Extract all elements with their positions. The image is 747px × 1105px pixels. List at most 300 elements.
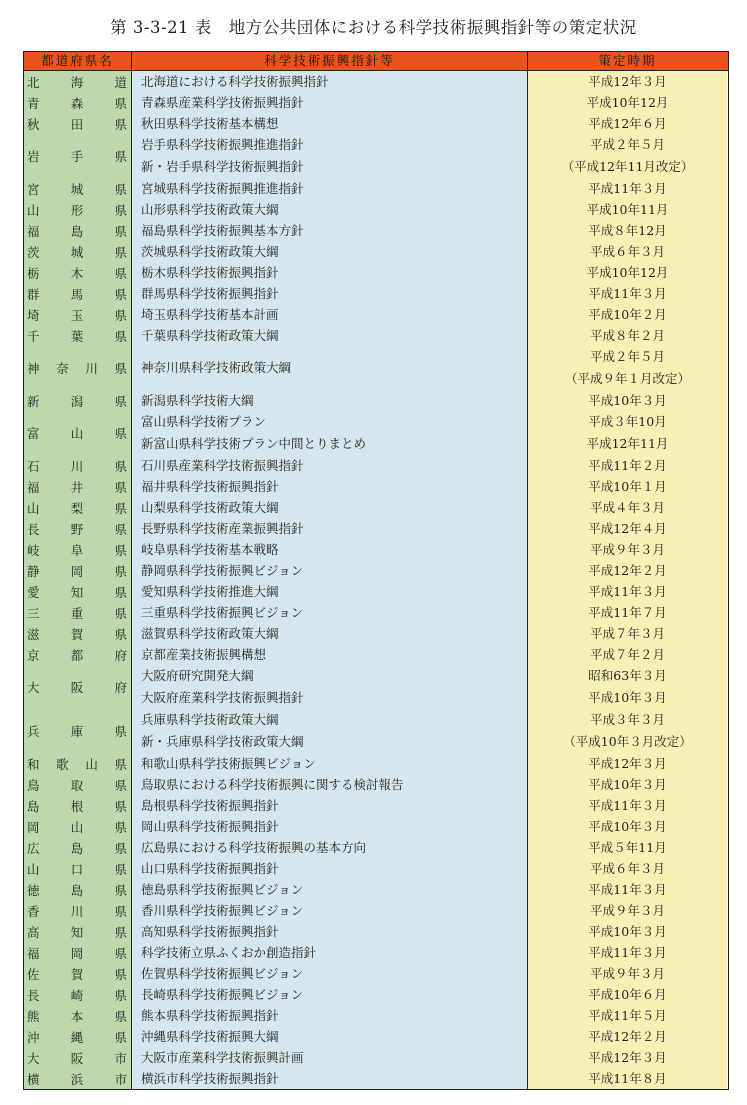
prefecture-char: 石 xyxy=(27,458,40,474)
prefecture-char: 県 xyxy=(114,882,127,898)
policy-text: 神奈川県科学技術政策大綱 xyxy=(141,360,292,375)
policy-cell xyxy=(132,1068,527,1089)
date-text: 平成12年６月 xyxy=(588,115,667,131)
date-text: 平成10年３月 xyxy=(588,923,667,939)
prefecture-char: 県 xyxy=(114,521,127,537)
prefecture-char: 県 xyxy=(114,328,127,344)
prefecture-char: 県 xyxy=(114,1008,127,1024)
date-cell xyxy=(528,346,727,390)
policy-cell xyxy=(132,134,527,178)
prefecture-char: 山 xyxy=(85,756,98,772)
policy-cell xyxy=(132,113,527,134)
prefecture-char: 城 xyxy=(70,181,84,197)
prefecture-char: 県 xyxy=(114,987,127,1003)
date-text: （平成10年３月改定） xyxy=(563,734,692,749)
date-cell xyxy=(528,134,727,178)
prefecture-cell xyxy=(24,346,131,390)
policy-cell xyxy=(132,455,527,476)
prefecture-cell xyxy=(24,113,131,134)
prefecture-char: 賀 xyxy=(70,626,84,642)
prefecture-char: 山 xyxy=(27,500,40,516)
prefecture-char: 県 xyxy=(114,819,127,835)
prefecture-char: 川 xyxy=(70,903,84,919)
prefecture-cell xyxy=(24,921,131,942)
header-prefecture: 都道府県名 xyxy=(24,52,132,70)
date-cell xyxy=(528,1068,727,1089)
prefecture-cell xyxy=(24,795,131,816)
policy-text: 富山県科学技術プラン xyxy=(141,414,267,429)
date-cell xyxy=(528,390,727,411)
prefecture-cell xyxy=(24,518,131,539)
date-cell xyxy=(528,304,727,325)
prefecture-char: 岡 xyxy=(27,819,40,835)
prefecture-cell xyxy=(24,644,131,665)
prefecture-char: 崎 xyxy=(70,987,84,1003)
policy-text: 広島県における科学技術振興の基本方向 xyxy=(141,839,367,855)
prefecture-char: 玉 xyxy=(70,307,84,323)
prefecture-char: 県 xyxy=(114,95,127,111)
date-text: 平成11年５月 xyxy=(588,1007,667,1023)
date-text: 平成６年３月 xyxy=(589,243,665,259)
prefecture-cell xyxy=(24,411,131,455)
table-body xyxy=(24,71,728,1089)
prefecture-char: 栃 xyxy=(27,265,40,281)
prefecture-cell xyxy=(24,476,131,497)
prefecture-char: 口 xyxy=(70,861,84,877)
prefecture-char: 広 xyxy=(27,840,40,856)
prefecture-cell xyxy=(24,602,131,623)
prefecture-char: 群 xyxy=(27,286,40,302)
policy-cell xyxy=(132,390,527,411)
prefecture-char: 佐 xyxy=(27,966,40,982)
date-cell xyxy=(528,623,727,644)
date-cell xyxy=(528,455,727,476)
prefecture-char: 県 xyxy=(114,223,127,239)
date-text: 平成12年３月 xyxy=(588,73,667,89)
prefecture-char: 葉 xyxy=(70,328,84,344)
policy-text: 新・兵庫県科学技術政策大綱 xyxy=(141,734,304,749)
policy-text: 岩手県科学技術振興推進指針 xyxy=(141,137,304,152)
policy-cell xyxy=(132,942,527,963)
date-cell xyxy=(528,900,727,921)
policy-text: 山梨県科学技術政策大綱 xyxy=(141,499,279,515)
prefecture-cell xyxy=(24,623,131,644)
date-text: 平成９年３月 xyxy=(589,541,665,557)
prefecture-char: 県 xyxy=(114,861,127,877)
date-cell xyxy=(528,665,727,709)
prefecture-char: 県 xyxy=(114,945,127,961)
prefecture-cell xyxy=(24,304,131,325)
date-text: 平成２年５月 xyxy=(589,349,665,364)
policy-cell xyxy=(132,623,527,644)
prefecture-cell xyxy=(24,1026,131,1047)
policy-text: 埼玉県科学技術基本計画 xyxy=(141,306,279,322)
policy-text: 千葉県科学技術政策大綱 xyxy=(141,327,279,343)
prefecture-cell xyxy=(24,837,131,858)
prefecture-char: 京 xyxy=(27,647,40,663)
date-cell xyxy=(528,92,727,113)
date-text: 平成12年２月 xyxy=(588,1028,667,1044)
date-text: 平成10年12月 xyxy=(586,264,669,280)
prefecture-char: 重 xyxy=(70,605,84,621)
prefecture-char: 横 xyxy=(27,1071,40,1087)
policy-text: 福井県科学技術振興指針 xyxy=(141,478,279,494)
prefecture-char: 馬 xyxy=(70,286,84,302)
date-text: 平成10年６月 xyxy=(588,986,667,1002)
date-cell xyxy=(528,709,727,753)
policy-text: 高知県科学技術振興指針 xyxy=(141,923,279,939)
date-text: 平成４年３月 xyxy=(589,499,665,515)
policy-text: 新潟県科学技術大綱 xyxy=(141,392,254,408)
policy-text: 秋田県科学技術基本構想 xyxy=(141,115,279,131)
policy-cell xyxy=(132,795,527,816)
prefecture-char: 県 xyxy=(114,286,127,302)
policy-cell xyxy=(132,921,527,942)
prefecture-cell xyxy=(24,858,131,879)
prefecture-char: 道 xyxy=(114,74,127,90)
prefecture-char: 県 xyxy=(114,426,127,441)
date-text: 平成10年３月 xyxy=(588,818,667,834)
header-policy: 科学技術振興指針等 xyxy=(132,52,528,70)
policy-cell xyxy=(132,837,527,858)
date-cell xyxy=(528,879,727,900)
prefecture-char: 秋 xyxy=(27,116,40,132)
prefecture-char: 岩 xyxy=(27,149,40,164)
policy-cell xyxy=(132,283,527,304)
prefecture-char: 田 xyxy=(70,116,84,132)
prefecture-cell xyxy=(24,71,131,92)
date-cell xyxy=(528,241,727,262)
prefecture-char: 青 xyxy=(27,95,40,111)
prefecture-cell xyxy=(24,879,131,900)
date-text: 平成11年２月 xyxy=(588,457,667,473)
policy-cell xyxy=(132,262,527,283)
prefecture-char: 阪 xyxy=(70,680,84,695)
prefecture-cell xyxy=(24,199,131,220)
date-text: 平成10年１月 xyxy=(588,478,667,494)
date-text: 平成12年３月 xyxy=(588,755,667,771)
policy-cell xyxy=(132,581,527,602)
prefecture-char: 岐 xyxy=(27,542,40,558)
policy-text: 静岡県科学技術振興ビジョン xyxy=(141,562,304,578)
prefecture-cell xyxy=(24,581,131,602)
policy-cell xyxy=(132,1026,527,1047)
prefecture-char: 沖 xyxy=(27,1029,40,1045)
prefecture-char: 本 xyxy=(70,1008,84,1024)
prefecture-char: 県 xyxy=(114,202,127,218)
prefecture-char: 県 xyxy=(114,584,127,600)
policy-cell xyxy=(132,220,527,241)
policy-cell xyxy=(132,665,527,709)
prefecture-cell xyxy=(24,539,131,560)
prefecture-char: 県 xyxy=(114,966,127,982)
policy-cell xyxy=(132,984,527,1005)
date-cell xyxy=(528,1026,727,1047)
prefecture-char: 埼 xyxy=(27,307,40,323)
prefecture-cell xyxy=(24,963,131,984)
policy-text: 和歌山県科学技術振興ビジョン xyxy=(141,755,316,771)
prefecture-cell xyxy=(24,774,131,795)
policy-column xyxy=(132,71,528,1089)
date-text: 平成３年10月 xyxy=(588,414,667,429)
prefecture-char: 都 xyxy=(70,647,84,663)
policy-cell xyxy=(132,816,527,837)
prefecture-char: 県 xyxy=(114,542,127,558)
prefecture-char: 阪 xyxy=(70,1050,84,1066)
prefecture-char: 県 xyxy=(114,361,127,376)
prefecture-char: 賀 xyxy=(70,966,84,982)
prefecture-char: 県 xyxy=(114,458,127,474)
policy-cell xyxy=(132,1005,527,1026)
policy-cell xyxy=(132,774,527,795)
policy-text: 鳥取県における科学技術振興に関する検討報告 xyxy=(141,776,404,792)
prefecture-char: 県 xyxy=(114,924,127,940)
date-text: 平成７年２月 xyxy=(589,646,665,662)
date-cell xyxy=(528,518,727,539)
policy-text: 長崎県科学技術振興ビジョン xyxy=(141,986,304,1002)
prefecture-char: 県 xyxy=(114,840,127,856)
prefecture-cell xyxy=(24,984,131,1005)
prefecture-char: 森 xyxy=(70,95,84,111)
prefecture-char: 県 xyxy=(114,479,127,495)
prefecture-char: 徳 xyxy=(27,882,40,898)
prefecture-char: 県 xyxy=(114,149,127,164)
policy-cell xyxy=(132,879,527,900)
prefecture-char: 神 xyxy=(27,361,40,376)
prefecture-char: 県 xyxy=(114,798,127,814)
prefecture-cell xyxy=(24,709,131,753)
policy-text: 群馬県科学技術振興指針 xyxy=(141,285,279,301)
table-header xyxy=(24,52,728,71)
date-text: 平成10年３月 xyxy=(588,776,667,792)
date-cell xyxy=(528,199,727,220)
prefecture-char: 取 xyxy=(70,777,84,793)
prefecture-cell xyxy=(24,1068,131,1089)
policy-cell xyxy=(132,539,527,560)
prefecture-char: 福 xyxy=(27,479,40,495)
table-title: 第 3-3-21 表 地方公共団体における科学技術振興指針等の策定状況 xyxy=(110,18,637,37)
prefecture-char: 庫 xyxy=(70,724,84,739)
policy-text: 香川県科学技術振興ビジョン xyxy=(141,902,304,918)
date-cell xyxy=(528,178,727,199)
policy-cell xyxy=(132,346,527,390)
prefecture-char: 知 xyxy=(70,924,84,940)
policy-text: 京都産業技術振興構想 xyxy=(141,646,267,662)
date-cell xyxy=(528,602,727,623)
prefecture-char: 滋 xyxy=(27,626,40,642)
date-text: 平成５年11月 xyxy=(588,839,667,855)
prefecture-char: 兵 xyxy=(27,724,40,739)
prefecture-char: 木 xyxy=(70,265,84,281)
policy-cell xyxy=(132,241,527,262)
prefecture-char: 長 xyxy=(27,521,40,537)
policy-text: 茨城県科学技術政策大綱 xyxy=(141,243,279,259)
prefecture-cell xyxy=(24,753,131,774)
date-text: 平成３年３月 xyxy=(589,712,665,727)
prefecture-char: 県 xyxy=(114,393,127,409)
policy-text: 新富山県科学技術プラン中間とりまとめ xyxy=(141,436,367,451)
date-text: 平成12年３月 xyxy=(588,1049,667,1065)
prefecture-char: 静 xyxy=(27,563,40,579)
prefecture-char: 山 xyxy=(70,426,84,441)
prefecture-char: 縄 xyxy=(70,1029,84,1045)
prefecture-char: 山 xyxy=(27,861,40,877)
prefecture-char: 県 xyxy=(114,903,127,919)
prefecture-char: 野 xyxy=(70,521,84,537)
prefecture-char: 和 xyxy=(27,756,40,772)
date-cell xyxy=(528,325,727,346)
prefecture-char: 県 xyxy=(114,181,127,197)
prefecture-char: 愛 xyxy=(27,584,40,600)
date-text: 平成６年３月 xyxy=(589,860,665,876)
date-cell xyxy=(528,816,727,837)
policy-cell xyxy=(132,753,527,774)
date-cell xyxy=(528,795,727,816)
prefecture-char: 県 xyxy=(114,777,127,793)
date-cell xyxy=(528,220,727,241)
prefecture-char: 県 xyxy=(114,756,127,772)
prefecture-cell xyxy=(24,900,131,921)
date-cell xyxy=(528,581,727,602)
prefecture-cell xyxy=(24,560,131,581)
date-text: 平成２年５月 xyxy=(589,137,665,152)
date-text: 平成11年３月 xyxy=(588,944,667,960)
prefecture-char: 潟 xyxy=(70,393,84,409)
prefecture-char: 岡 xyxy=(70,563,84,579)
policy-cell xyxy=(132,963,527,984)
date-cell xyxy=(528,411,727,455)
prefecture-cell xyxy=(24,816,131,837)
date-text: （平成９年１月改定） xyxy=(564,371,690,386)
prefecture-char: 長 xyxy=(27,987,40,1003)
policy-text: 愛知県科学技術推進大綱 xyxy=(141,583,279,599)
prefecture-char: 宮 xyxy=(27,181,40,197)
prefecture-char: 県 xyxy=(114,265,127,281)
prefecture-char: 富 xyxy=(27,426,40,441)
prefecture-char: 府 xyxy=(114,647,127,663)
policy-cell xyxy=(132,71,527,92)
date-cell xyxy=(528,283,727,304)
prefecture-cell xyxy=(24,220,131,241)
prefecture-char: 海 xyxy=(70,74,84,90)
date-text: 平成11年３月 xyxy=(588,797,667,813)
prefecture-char: 阜 xyxy=(70,542,84,558)
prefecture-char: 香 xyxy=(27,903,40,919)
prefecture-char: 城 xyxy=(70,244,84,260)
prefecture-char: 島 xyxy=(70,223,84,239)
prefecture-cell xyxy=(24,92,131,113)
prefecture-cell xyxy=(24,455,131,476)
policy-text: 三重県科学技術振興ビジョン xyxy=(141,604,304,620)
date-cell xyxy=(528,942,727,963)
date-text: 平成10年３月 xyxy=(588,690,667,705)
date-cell xyxy=(528,1047,727,1068)
policy-text: 沖縄県科学技術振興大綱 xyxy=(141,1028,279,1044)
policy-text: 徳島県科学技術振興ビジョン xyxy=(141,881,304,897)
prefecture-cell xyxy=(24,241,131,262)
policy-text: 科学技術立県ふくおか創造指針 xyxy=(141,944,317,960)
policy-cell xyxy=(132,900,527,921)
prefecture-cell xyxy=(24,665,131,709)
prefecture-char: 三 xyxy=(27,605,40,621)
prefecture-cell xyxy=(24,942,131,963)
date-text: 平成11年３月 xyxy=(588,881,667,897)
prefecture-char: 山 xyxy=(27,202,40,218)
policy-text: 福島県科学技術振興基本方針 xyxy=(141,222,304,238)
policy-text: 熊本県科学技術振興指針 xyxy=(141,1007,279,1023)
policy-text: 山形県科学技術政策大綱 xyxy=(141,201,279,217)
date-cell xyxy=(528,476,727,497)
prefecture-char: 県 xyxy=(114,500,127,516)
date-cell xyxy=(528,560,727,581)
prefecture-char: 形 xyxy=(70,202,84,218)
date-text: 平成11年８月 xyxy=(588,1070,667,1086)
date-cell xyxy=(528,921,727,942)
date-cell xyxy=(528,858,727,879)
date-text: 平成11年３月 xyxy=(588,180,667,196)
date-text: 平成７年３月 xyxy=(589,625,665,641)
prefecture-char: 福 xyxy=(27,223,40,239)
date-text: 平成11年３月 xyxy=(588,583,667,599)
policy-cell xyxy=(132,602,527,623)
policy-cell xyxy=(132,92,527,113)
date-cell xyxy=(528,753,727,774)
date-cell xyxy=(528,1005,727,1026)
date-cell xyxy=(528,644,727,665)
prefecture-char: 大 xyxy=(27,1050,40,1066)
date-text: 平成12年２月 xyxy=(588,562,667,578)
prefecture-char: 府 xyxy=(114,680,127,695)
policy-text: 大阪府研究開発大綱 xyxy=(141,668,254,683)
prefecture-char: 歌 xyxy=(56,756,69,772)
policy-text: 北海道における科学技術振興指針 xyxy=(141,73,329,89)
prefecture-cell xyxy=(24,1005,131,1026)
date-text: （平成12年11月改定） xyxy=(561,159,694,174)
date-text: 平成９年３月 xyxy=(589,965,665,981)
date-column xyxy=(528,71,727,1089)
prefecture-char: 島 xyxy=(70,840,84,856)
date-cell xyxy=(528,71,727,92)
policy-text: 兵庫県科学技術政策大綱 xyxy=(141,712,279,727)
prefecture-cell xyxy=(24,390,131,411)
policy-table xyxy=(23,51,729,1090)
date-text: 平成12年11月 xyxy=(586,436,669,451)
prefecture-char: 県 xyxy=(114,116,127,132)
prefecture-char: 福 xyxy=(27,945,40,961)
prefecture-char: 新 xyxy=(27,393,40,409)
date-text: 平成10年３月 xyxy=(588,392,667,408)
date-text: 平成８年12月 xyxy=(588,222,667,238)
date-text: 昭和63年３月 xyxy=(588,668,667,683)
policy-text: 岐阜県科学技術基本戦略 xyxy=(141,541,279,557)
prefecture-char: 北 xyxy=(27,74,40,90)
prefecture-char: 梨 xyxy=(70,500,84,516)
policy-text: 山口県科学技術振興指針 xyxy=(141,860,279,876)
prefecture-char: 鳥 xyxy=(27,777,40,793)
policy-text: 栃木県科学技術振興指針 xyxy=(141,264,279,280)
policy-cell xyxy=(132,518,527,539)
prefecture-char: 県 xyxy=(114,563,127,579)
date-cell xyxy=(528,984,727,1005)
prefecture-char: 県 xyxy=(114,307,127,323)
prefecture-char: 茨 xyxy=(27,244,40,260)
prefecture-cell xyxy=(24,134,131,178)
policy-text: 島根県科学技術振興指針 xyxy=(141,797,279,813)
prefecture-cell xyxy=(24,497,131,518)
date-cell xyxy=(528,113,727,134)
policy-text: 石川県産業科学技術振興指針 xyxy=(141,457,304,473)
prefecture-char: 島 xyxy=(70,882,84,898)
